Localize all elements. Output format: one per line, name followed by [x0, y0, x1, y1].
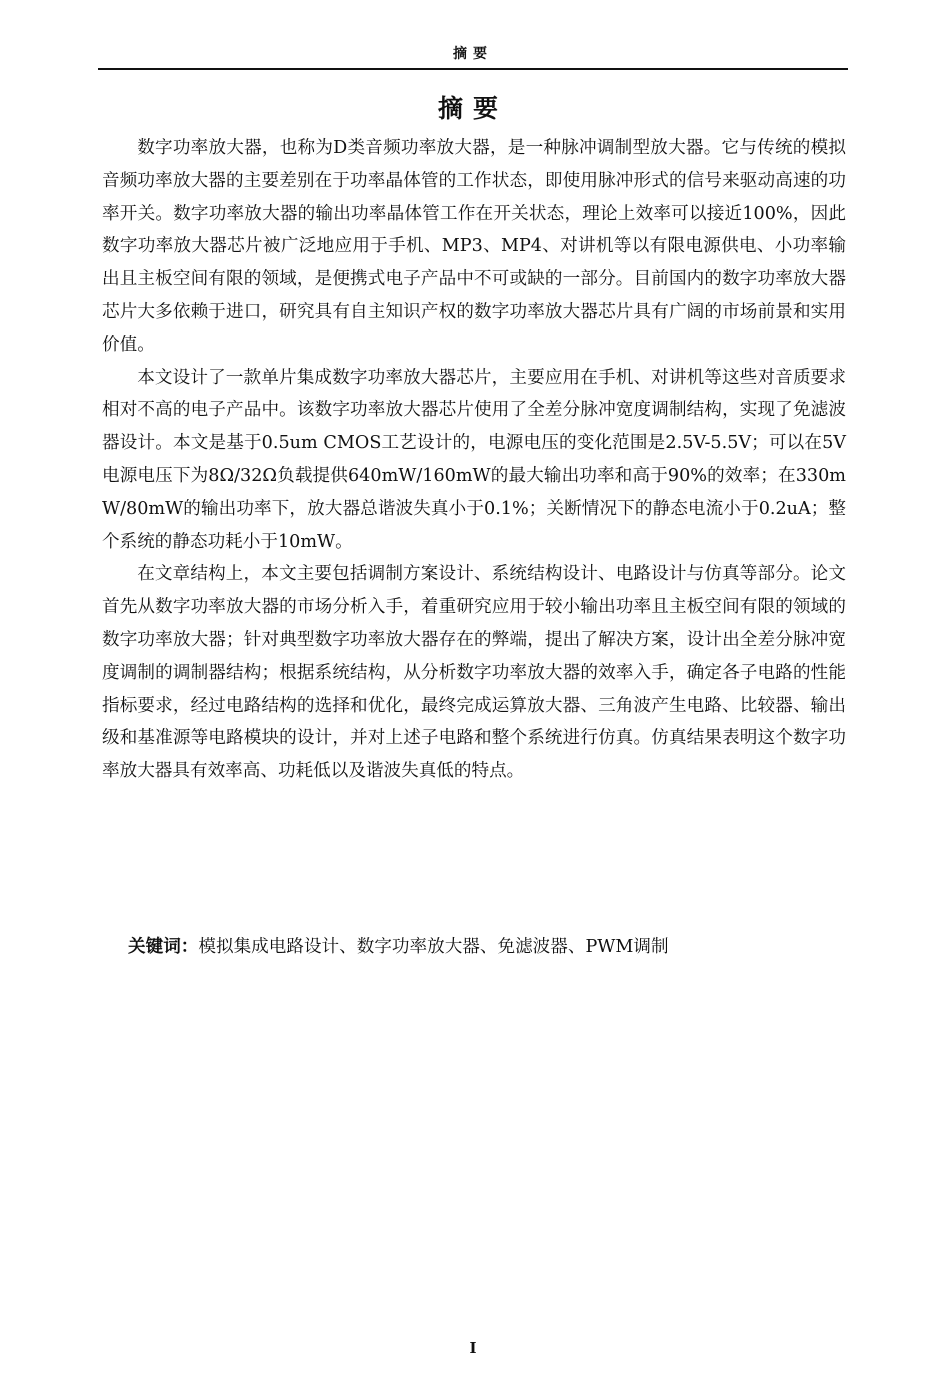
page-title: 摘要	[437, 94, 508, 123]
header-rule	[98, 68, 848, 70]
keywords-label: 关键词：	[128, 937, 199, 957]
abstract-paragraph-2: 本文设计了一款单片集成数字功率放大器芯片，主要应用在手机、对讲机等这些对音质要求相对不高的电子产品中。该数字功率放大器芯片使用了全差分脉冲宽度调制结构，实现了免滤波器设计。本文是基于0.5um CMOS工艺设计的，电源电压的变化范围是2.5V-5.5V；可以在5V电源电压下为8Ω/32Ω负载提供640mW/160mW的最大输出功率和高于90%的效率；在330mW/80mW的输出功率下，放大器总谐波失真小于0.1%；关断情况下的静态电流小于0.2uA；整个系统的静态功耗小于10mW。	[102, 367, 846, 552]
abstract-paragraph-1: 数字功率放大器，也称为D类音频功率放大器，是一种脉冲调制型放大器。它与传统的模拟音频功率放大器的主要差别在于功率晶体管的工作状态，即使用脉冲形式的信号来驱动高速的功率开关。数字功率放大器的输出功率晶体管工作在开关状态，理论上效率可以接近100%，因此数字功率放大器芯片被广泛地应用于手机、MP3、MP4、对讲机等以有限电源供电、小功率输出且主板空间有限的领域，是便携式电子产品中不可或缺的一部分。目前国内的数字功率放大器芯片大多依赖于进口，研究具有自主知识产权的数字功率放大器芯片具有广阔的市场前景和实用价值。	[102, 138, 846, 355]
abstract-body	[102, 132, 846, 788]
abstract-paragraph-3: 在文章结构上，本文主要包括调制方案设计、系统结构设计、电路设计与仿真等部分。论文首先从数字功率放大器的市场分析入手，着重研究应用于较小输出功率且主板空间有限的领域的数字功率放大器；针对典型数字功率放大器存在的弊端，提出了解决方案，设计出全差分脉冲宽度调制的调制器结构；根据系统结构，从分析数字功率放大器的效率入手，确定各子电路的性能指标要求，经过电路结构的选择和优化，最终完成运算放大器、三角波产生电路、比较器、输出级和基准源等电路模块的设计，并对上述子电路和整个系统进行仿真。仿真结果表明这个数字功率放大器具有效率高、功耗低以及谐波失真低的特点。	[102, 564, 846, 782]
page-number: I	[469, 1339, 477, 1357]
keywords-line	[128, 932, 848, 962]
keywords-list: 模拟集成电路设计、数字功率放大器、免滤波器、PWM调制	[198, 937, 669, 957]
running-header: 摘要	[453, 46, 493, 62]
